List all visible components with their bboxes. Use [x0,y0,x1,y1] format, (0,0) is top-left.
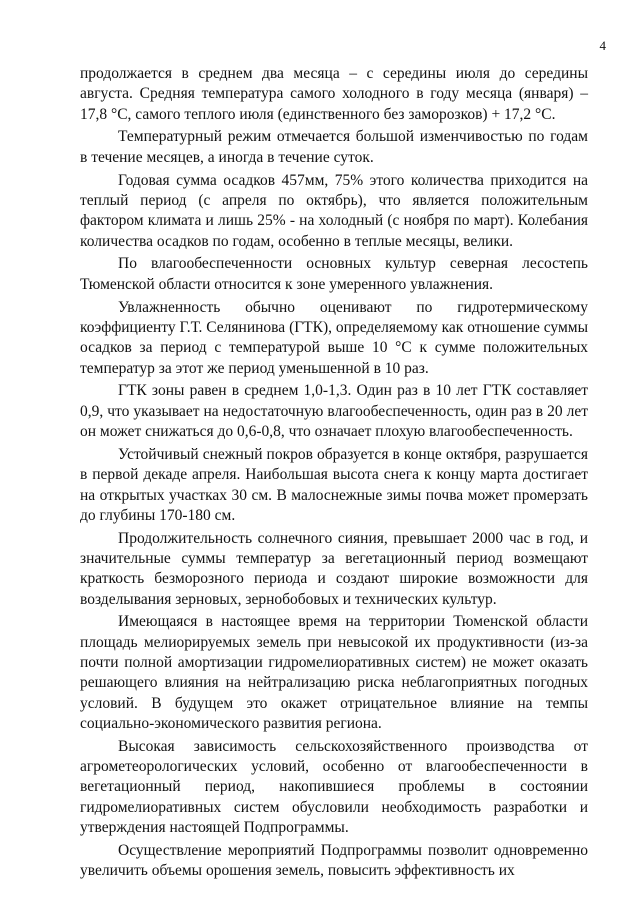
paragraph-dependence: Высокая зависимость сельскохозяйственного производства от агрометеорологических условий, особенно от влагообеспеченности в вегетационный период, накопившиеся проблемы в состоянии гидромелиоративных систем обусловили необходимость разработки и утверждения настоящей Подпрограммы. [80,737,588,837]
paragraph-moisture-zone: По влагообеспеченности основных культур северная лесостепь Тюменской области относится к зоне умеренного увлажнения. [80,255,588,293]
page-number: 4 [599,38,606,53]
paragraph-climate-summer: продолжается в среднем два месяца – с середины июля до середины августа. Средняя температура самого холодного в году месяца (января) – 17,8 °С, самого теплого июля (единственного без заморозков) + 17,2 °С. [80,65,588,123]
paragraph-gtk-values: ГТК зоны равен в среднем 1,0-1,3. Один раз в 10 лет ГТК составляет 0,9, что указывает на недостаточную влагообеспеченность, один раз в 20 лет он может снижаться до 0,6-0,8, что означает плохую влагообеспеченность. [80,382,588,441]
paragraph-temperature-regime: Температурный режим отмечается большой изменчивостью по годам в течение месяцев, а иногда в течение суток. [80,128,588,166]
paragraph-sunshine: Продолжительность солнечного сияния, превышает 2000 час в год, и значительные суммы температур за вегетационный период возмещают краткость безморозного периода и создают широкие возможности для возделывания зерновых, зернобобовых и технических культур. [80,529,588,608]
paragraph-reclaimed-lands: Имеющаяся в настоящее время на территории Тюменской области площадь мелиорируемых земель при невысокой их продуктивности (из-за почти полной амортизации гидромелиоративных систем) не может оказать решающего влияния на нейтрализацию риска неблагоприятных погодных условий. В будущем это окажет отрицательное влияние на темпы социально-экономического развития региона. [80,613,588,732]
paragraph-gtk-definition: Увлажненность обычно оценивают по гидротермическому коэффициенту Г.Т. Селянинова (ГТК), определяемому как отношение суммы осадков за период с температурой выше 10 °С к сумме положительных температур за этот же период уменьшенной в 10 раз. [80,298,588,377]
paragraph-snow-cover: Устойчивый снежный покров образуется в конце октября, разрушается в первой декаде апреля. Наибольшая высота снега к концу марта достигает на открытых участках 30 см. В малоснежные зимы почва может промерзать до глубины 170-180 см. [80,445,588,524]
paragraph-implementation: Осуществление мероприятий Подпрограммы позволит одновременно увеличить объемы орошения земель, повысить эффективность их [80,841,588,880]
body-text [80,64,588,884]
paragraph-precipitation: Годовая сумма осадков 457мм, 75% этого количества приходится на теплый период (с апреля по октябрь), что является положительным фактором климата и лишь 25% - на холодный (с ноября по март). Колебания количества осадков по годам, особенно в теплые месяцы, велики. [80,171,588,250]
